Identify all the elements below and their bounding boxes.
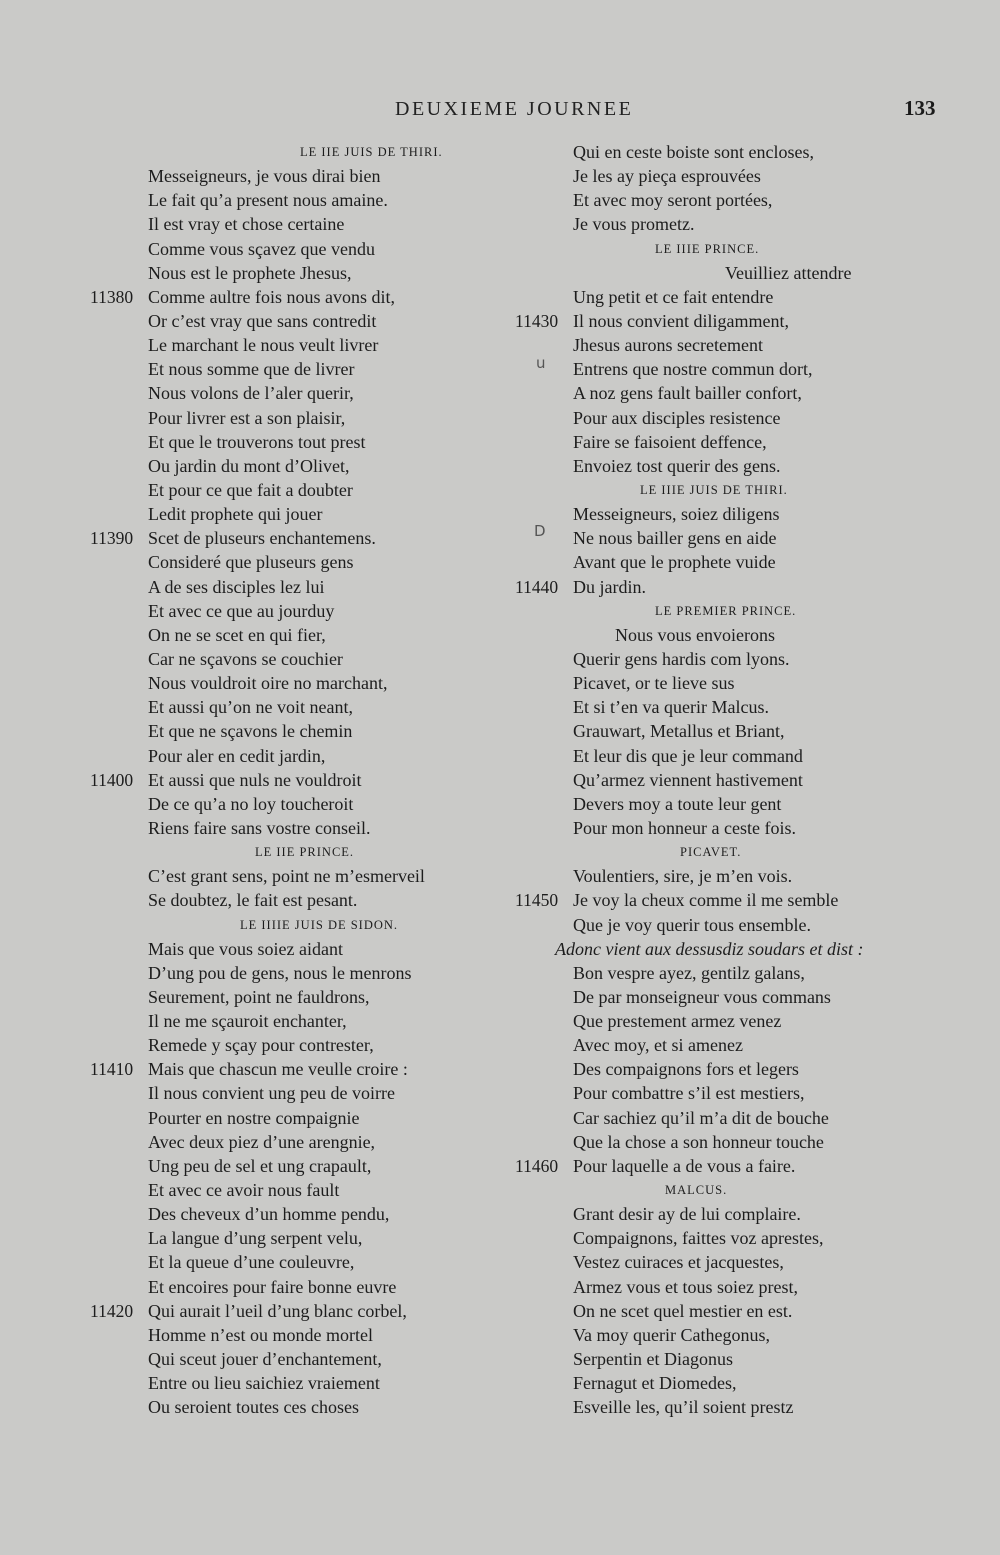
- speaker-heading: [515, 599, 915, 623]
- verse-line: [90, 454, 460, 478]
- verse-line: [90, 478, 460, 502]
- line-number: 11450: [515, 890, 559, 911]
- line-text: Ne nous bailler gens en aide: [573, 528, 777, 549]
- line-text: Mais que vous soiez aidant: [148, 938, 343, 959]
- verse-line: [90, 526, 460, 550]
- verse-line: [90, 164, 460, 188]
- verse-line: [515, 333, 915, 357]
- margin-annotation: D: [534, 522, 546, 540]
- verse-line: [515, 575, 915, 599]
- line-text: Pour combattre s’il est mestiers,: [573, 1083, 805, 1104]
- verse-line: [90, 792, 460, 816]
- line-text: Vestez cuiraces et jacquestes,: [573, 1252, 784, 1273]
- line-text: Pour aler en cedit jardin,: [148, 745, 326, 766]
- line-text: Scet de pluseurs enchantemens.: [148, 528, 376, 549]
- verse-line: [515, 309, 915, 333]
- line-text: Pour laquelle a de vous a faire.: [573, 1155, 796, 1176]
- line-text: LE IIIE JUIS DE THIRI.: [640, 482, 788, 497]
- line-text: Avec deux piez d’une arengnie,: [148, 1131, 376, 1152]
- line-text: Comme vous sçavez que vendu: [148, 238, 375, 259]
- verse-line: [515, 1395, 915, 1419]
- line-text: Qui en ceste boiste sont encloses,: [573, 142, 814, 162]
- verse-line: [90, 671, 460, 695]
- verse-line: [515, 140, 915, 164]
- line-text: Jhesus aurons secretement: [573, 335, 763, 356]
- verse-line: [515, 1106, 915, 1130]
- line-text: Que je voy querir tous ensemble.: [573, 914, 811, 935]
- line-number: 11460: [515, 1155, 559, 1176]
- speaker-heading: [515, 840, 915, 864]
- line-text: On ne scet quel mestier en est.: [573, 1300, 793, 1321]
- verse-line: [90, 1081, 460, 1105]
- verse-line: [515, 864, 915, 888]
- line-text: Des cheveux d’un homme pendu,: [148, 1204, 390, 1225]
- right-column: [515, 140, 915, 1419]
- verse-line: [90, 888, 460, 912]
- line-text: Se doubtez, le fait est pesant.: [148, 890, 358, 911]
- line-text: Ung peu de sel et ung crapault,: [148, 1155, 372, 1176]
- line-text: Il ne me sçauroit enchanter,: [148, 1011, 347, 1032]
- line-number: 11420: [90, 1300, 134, 1321]
- verse-line: [90, 333, 460, 357]
- line-text: Que la chose a son honneur touche: [573, 1131, 824, 1152]
- line-text: Ung petit et ce fait entendre: [573, 286, 774, 307]
- verse-line: [90, 1371, 460, 1395]
- verse-line: [515, 768, 915, 792]
- line-text: Voulentiers, sire, je m’en vois.: [573, 866, 793, 887]
- line-text: Et aussi qu’on ne voit neant,: [148, 697, 353, 718]
- line-text: A noz gens fault bailler confort,: [573, 383, 802, 404]
- line-text: Grauwart, Metallus et Briant,: [573, 721, 785, 742]
- verse-line: [515, 623, 915, 647]
- line-text: Avant que le prophete vuide: [573, 552, 776, 573]
- line-text: Nous vous envoierons: [615, 624, 775, 645]
- left-column: [90, 140, 460, 1419]
- line-text: Picavet, or te lieve sus: [573, 673, 735, 694]
- line-text: Comme aultre fois nous avons dit,: [148, 286, 395, 307]
- verse-line: [90, 1250, 460, 1274]
- verse-line: [90, 864, 460, 888]
- line-text: Et leur dis que je leur command: [573, 745, 803, 766]
- line-text: Entrens que nostre commun dort,: [573, 359, 813, 380]
- verse-line: [515, 454, 915, 478]
- verse-line: [515, 285, 915, 309]
- line-text: Ledit prophete qui jouer: [148, 504, 323, 525]
- verse-line: [90, 188, 460, 212]
- line-text: Nous volons de l’aler querir,: [148, 383, 354, 404]
- speaker-heading: [515, 478, 915, 502]
- verse-line: [90, 1275, 460, 1299]
- line-text: Ou jardin du mont d’Olivet,: [148, 455, 350, 476]
- line-text: De ce qu’a no loy toucheroit: [148, 793, 354, 814]
- verse-line: [515, 381, 915, 405]
- line-text: Veuilliez attendre: [725, 262, 852, 283]
- verse-line: [90, 502, 460, 526]
- verse-line: [515, 744, 915, 768]
- verse-line: [515, 1009, 915, 1033]
- verse-line: [90, 575, 460, 599]
- line-text: Et avec moy seront portées,: [573, 190, 773, 211]
- verse-line: [90, 1033, 460, 1057]
- verse-line: [515, 212, 915, 236]
- speaker-heading: [90, 840, 460, 864]
- verse-line: [515, 1347, 915, 1371]
- line-text: Le marchant le nous veult livrer: [148, 335, 379, 356]
- line-text: Et que ne sçavons le chemin: [148, 721, 353, 742]
- line-text: Avec moy, et si amenez: [573, 1035, 743, 1056]
- line-text: Or c’est vray que sans contredit: [148, 310, 377, 331]
- line-text: Qui sceut jouer d’enchantement,: [148, 1349, 382, 1370]
- line-text: Compaignons, faittes voz aprestes,: [573, 1228, 824, 1249]
- line-text: MALCUS.: [665, 1183, 728, 1198]
- line-text: Pour mon honneur a ceste fois.: [573, 817, 796, 838]
- verse-line: [515, 406, 915, 430]
- line-text: Nous vouldroit oire no marchant,: [148, 673, 388, 694]
- verse-line: [515, 671, 915, 695]
- verse-line: [515, 188, 915, 212]
- line-text: Envoiez tost querir des gens.: [573, 455, 781, 476]
- line-text: Le fait qu’a present nous amaine.: [148, 190, 388, 211]
- line-text: Remede y sçay pour contrester,: [148, 1035, 374, 1056]
- verse-line: [90, 1009, 460, 1033]
- line-text: Va moy querir Cathegonus,: [573, 1324, 770, 1345]
- verse-line: [90, 1202, 460, 1226]
- running-title: DEUXIEME JOURNEE: [395, 98, 634, 120]
- verse-line: [90, 961, 460, 985]
- line-text: Du jardin.: [573, 576, 646, 597]
- line-text: Nous est le prophete Jhesus,: [148, 262, 352, 283]
- verse-line: [515, 1154, 915, 1178]
- verse-line: [515, 719, 915, 743]
- verse-line: [90, 768, 460, 792]
- verse-line: [90, 816, 460, 840]
- line-text: D’ung pou de gens, nous le menrons: [148, 962, 412, 983]
- verse-line: [515, 647, 915, 671]
- line-text: Entre ou lieu saichiez vraiement: [148, 1373, 380, 1394]
- line-text: Et avec ce que au jourduy: [148, 600, 335, 621]
- verse-line: [515, 816, 915, 840]
- verse-line: [90, 237, 460, 261]
- line-text: Pour aux disciples resistence: [573, 407, 781, 428]
- line-text: Fernagut et Diomedes,: [573, 1373, 737, 1394]
- verse-line: [515, 695, 915, 719]
- verse-line: [90, 695, 460, 719]
- line-text: Homme n’est ou monde mortel: [148, 1324, 373, 1345]
- verse-line: [515, 502, 915, 526]
- verse-line: [515, 357, 915, 381]
- line-number: 11440: [515, 576, 559, 597]
- line-text: Esveille les, qu’il soient prestz: [573, 1397, 794, 1418]
- line-text: Messeigneurs, je vous dirai bien: [148, 166, 381, 187]
- running-head: [0, 96, 1000, 128]
- line-text: Et la queue d’une couleuvre,: [148, 1252, 355, 1273]
- line-text: Bon vespre ayez, gentilz galans,: [573, 962, 805, 983]
- line-text: LE IIE JUIS DE THIRI.: [300, 145, 443, 159]
- line-text: Pourter en nostre compaignie: [148, 1107, 360, 1128]
- line-text: Et nous somme que de livrer: [148, 359, 355, 380]
- verse-line: [515, 430, 915, 454]
- line-text: A de ses disciples lez lui: [148, 576, 325, 597]
- line-text: LE IIIE PRINCE.: [655, 241, 760, 256]
- line-text: Consideré que pluseurs gens: [148, 552, 354, 573]
- verse-line: [515, 913, 915, 937]
- line-text: Car ne sçavons se couchier: [148, 648, 343, 669]
- line-text: Et aussi que nuls ne vouldroit: [148, 769, 362, 790]
- verse-line: [515, 550, 915, 574]
- verse-line: [515, 961, 915, 985]
- verse-line: [90, 430, 460, 454]
- line-text: Et si t’en va querir Malcus.: [573, 697, 769, 718]
- margin-annotation: u: [536, 354, 546, 372]
- verse-line: [515, 1057, 915, 1081]
- line-text: Et avec ce avoir nous fault: [148, 1180, 340, 1201]
- verse-line: [90, 406, 460, 430]
- verse-line: [90, 647, 460, 671]
- line-text: Il nous convient diligamment,: [573, 310, 789, 331]
- line-text: Querir gens hardis com lyons.: [573, 648, 790, 669]
- verse-line: [515, 1033, 915, 1057]
- verse-line: [90, 212, 460, 236]
- line-text: Que prestement armez venez: [573, 1011, 782, 1032]
- stage-direction: [515, 937, 915, 961]
- verse-line: [90, 285, 460, 309]
- speaker-heading: [90, 913, 460, 937]
- line-text: Mais que chascun me veulle croire :: [148, 1059, 408, 1080]
- line-text: La langue d’ung serpent velu,: [148, 1228, 363, 1249]
- verse-line: [515, 261, 915, 285]
- line-text: Car sachiez qu’il m’a dit de bouche: [573, 1107, 829, 1128]
- verse-line: [90, 1154, 460, 1178]
- line-text: Grant desir ay de lui complaire.: [573, 1204, 801, 1225]
- verse-line: [515, 1371, 915, 1395]
- verse-line: [515, 888, 915, 912]
- verse-line: [90, 381, 460, 405]
- line-text: Messeigneurs, soiez diligens: [573, 504, 780, 525]
- line-text: Je les ay pieça esprouvées: [573, 166, 761, 187]
- verse-line: [90, 1057, 460, 1081]
- speaker-heading: [515, 1178, 915, 1202]
- line-number: 11430: [515, 310, 559, 331]
- line-text: Qu’armez viennent hastivement: [573, 769, 803, 790]
- verse-line: [515, 1202, 915, 1226]
- line-text: Adonc vient aux dessusdiz soudars et dist :: [555, 938, 864, 959]
- verse-line: [90, 261, 460, 285]
- verse-line: [90, 1106, 460, 1130]
- verse-line: [515, 1081, 915, 1105]
- line-number: 11400: [90, 769, 134, 790]
- line-number: 11410: [90, 1059, 134, 1080]
- verse-line: [90, 1299, 460, 1323]
- verse-line: [90, 1178, 460, 1202]
- verse-line: [515, 985, 915, 1009]
- line-text: Je vous prometz.: [573, 214, 695, 235]
- line-text: Armez vous et tous soiez prest,: [573, 1276, 798, 1297]
- line-text: LE IIE PRINCE.: [255, 845, 355, 860]
- verse-line: [90, 550, 460, 574]
- verse-line: [515, 1130, 915, 1154]
- verse-line: [515, 526, 915, 550]
- page-number: 133: [904, 96, 936, 120]
- speaker-heading: [90, 140, 460, 164]
- verse-line: [90, 309, 460, 333]
- verse-line: [90, 719, 460, 743]
- verse-line: [515, 1299, 915, 1323]
- line-text: C’est grant sens, point ne m’esmerveil: [148, 866, 425, 887]
- line-text: Et encoires pour faire bonne euvre: [148, 1276, 397, 1297]
- line-number: 11380: [90, 286, 134, 307]
- verse-line: [90, 599, 460, 623]
- verse-line: [90, 744, 460, 768]
- verse-line: [90, 1395, 460, 1419]
- verse-line: [90, 1130, 460, 1154]
- line-text: Faire se faisoient deffence,: [573, 431, 767, 452]
- line-text: Et pour ce que fait a doubter: [148, 479, 353, 500]
- verse-line: [90, 937, 460, 961]
- line-text: Il est vray et chose certaine: [148, 214, 345, 235]
- line-text: Devers moy a toute leur gent: [573, 793, 782, 814]
- line-text: Je voy la cheux comme il me semble: [573, 890, 839, 911]
- line-number: 11390: [90, 528, 134, 549]
- line-text: Qui aurait l’ueil d’ung blanc corbel,: [148, 1300, 407, 1321]
- verse-line: [515, 1250, 915, 1274]
- line-text: Riens faire sans vostre conseil.: [148, 817, 371, 838]
- line-text: Il nous convient ung peu de voirre: [148, 1083, 395, 1104]
- verse-line: [90, 1323, 460, 1347]
- verse-line: [90, 1347, 460, 1371]
- line-text: LE IIIIE JUIS DE SIDON.: [240, 917, 399, 932]
- line-text: On ne se scet en qui fier,: [148, 624, 326, 645]
- line-text: Ou seroient toutes ces choses: [148, 1397, 359, 1418]
- line-text: Pour livrer est a son plaisir,: [148, 407, 346, 428]
- verse-line: [515, 1275, 915, 1299]
- line-text: PICAVET.: [680, 845, 742, 860]
- verse-line: [90, 1226, 460, 1250]
- verse-line: [90, 623, 460, 647]
- speaker-heading: [515, 237, 915, 261]
- verse-line: [90, 985, 460, 1009]
- verse-line: [515, 792, 915, 816]
- verse-line: [515, 1323, 915, 1347]
- line-text: LE PREMIER PRINCE.: [655, 603, 797, 618]
- line-text: Et que le trouverons tout prest: [148, 431, 366, 452]
- line-text: Seurement, point ne fauldrons,: [148, 986, 370, 1007]
- line-text: Des compaignons fors et legers: [573, 1059, 799, 1080]
- line-text: Serpentin et Diagonus: [573, 1349, 733, 1370]
- verse-line: [90, 357, 460, 381]
- verse-line: [515, 1226, 915, 1250]
- line-text: De par monseigneur vous commans: [573, 986, 831, 1007]
- verse-line: [515, 164, 915, 188]
